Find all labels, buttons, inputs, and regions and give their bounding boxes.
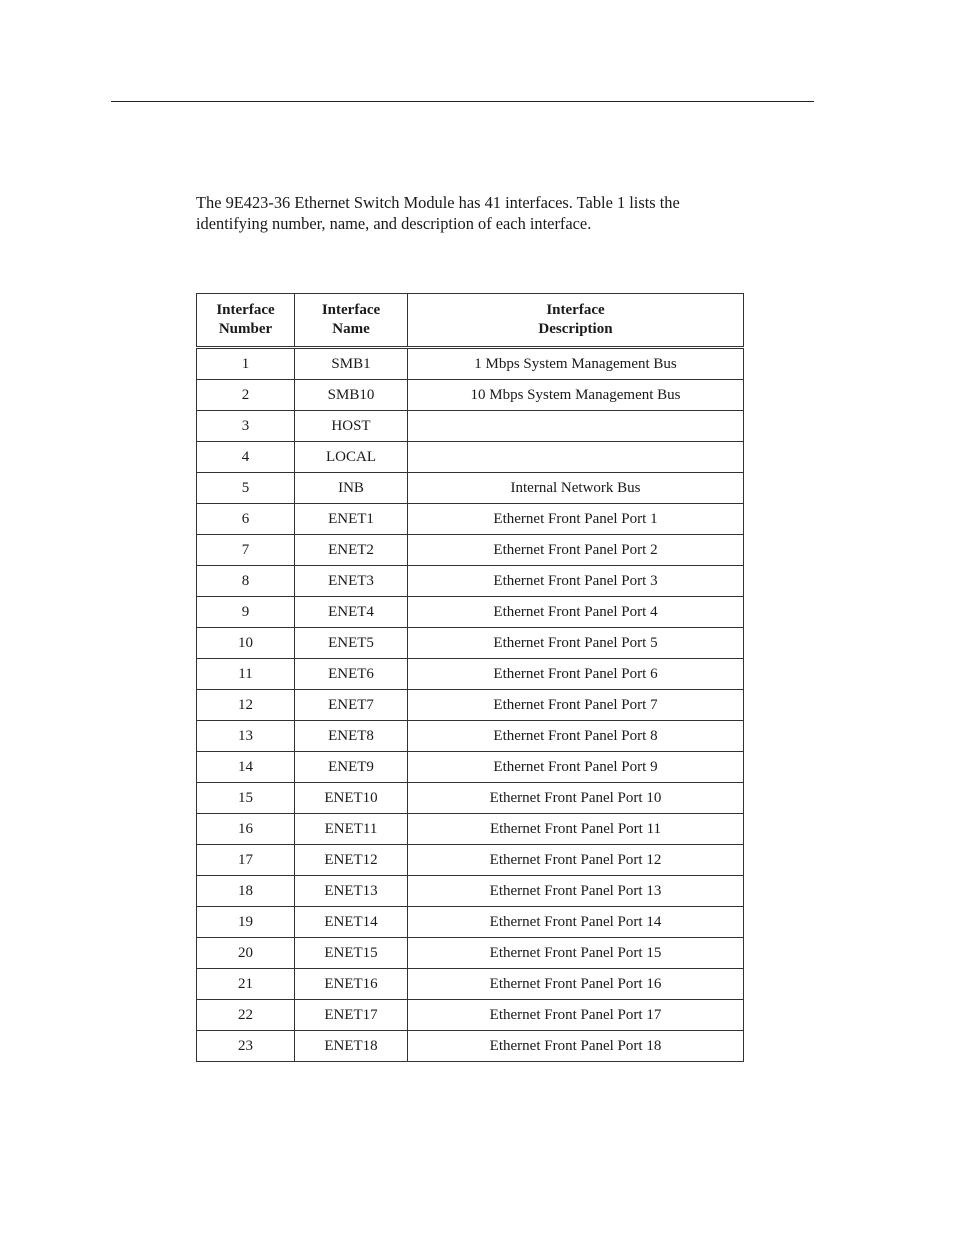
table-row	[197, 380, 744, 411]
cell-interface-name: HOST	[295, 411, 408, 442]
cell-interface-description: Ethernet Front Panel Port 6	[408, 659, 744, 690]
header-interface-description: Interface Description	[408, 294, 744, 348]
table-row	[197, 721, 744, 752]
cell-interface-name: ENET16	[295, 969, 408, 1000]
cell-interface-description: Ethernet Front Panel Port 9	[408, 752, 744, 783]
intro-paragraph	[196, 192, 756, 234]
cell-interface-name: ENET2	[295, 535, 408, 566]
cell-interface-number: 6	[197, 504, 295, 535]
table-row	[197, 814, 744, 845]
cell-interface-description: Ethernet Front Panel Port 10	[408, 783, 744, 814]
cell-interface-description	[408, 411, 744, 442]
cell-interface-number: 5	[197, 473, 295, 504]
table-row	[197, 535, 744, 566]
interface-table	[196, 293, 744, 1062]
table-row	[197, 442, 744, 473]
table-row	[197, 1000, 744, 1031]
cell-interface-description: Ethernet Front Panel Port 18	[408, 1031, 744, 1062]
cell-interface-description: Ethernet Front Panel Port 3	[408, 566, 744, 597]
table-body	[197, 348, 744, 1062]
cell-interface-number: 1	[197, 348, 295, 380]
cell-interface-description: Ethernet Front Panel Port 1	[408, 504, 744, 535]
table-row	[197, 938, 744, 969]
cell-interface-description: 10 Mbps System Management Bus	[408, 380, 744, 411]
cell-interface-name: ENET13	[295, 876, 408, 907]
table-row	[197, 969, 744, 1000]
cell-interface-number: 13	[197, 721, 295, 752]
cell-interface-name: ENET6	[295, 659, 408, 690]
cell-interface-description: Ethernet Front Panel Port 11	[408, 814, 744, 845]
cell-interface-number: 3	[197, 411, 295, 442]
table-row	[197, 876, 744, 907]
intro-line-2: identifying number, name, and description of each interface.	[196, 214, 592, 233]
cell-interface-description: Ethernet Front Panel Port 14	[408, 907, 744, 938]
cell-interface-description: Ethernet Front Panel Port 12	[408, 845, 744, 876]
cell-interface-number: 8	[197, 566, 295, 597]
cell-interface-number: 2	[197, 380, 295, 411]
cell-interface-number: 14	[197, 752, 295, 783]
cell-interface-number: 15	[197, 783, 295, 814]
cell-interface-name: ENET17	[295, 1000, 408, 1031]
cell-interface-name: SMB1	[295, 348, 408, 380]
table-row	[197, 690, 744, 721]
cell-interface-description: Ethernet Front Panel Port 16	[408, 969, 744, 1000]
cell-interface-name: ENET1	[295, 504, 408, 535]
cell-interface-number: 19	[197, 907, 295, 938]
table-row	[197, 411, 744, 442]
cell-interface-description: Ethernet Front Panel Port 7	[408, 690, 744, 721]
cell-interface-name: ENET12	[295, 845, 408, 876]
cell-interface-number: 4	[197, 442, 295, 473]
cell-interface-number: 9	[197, 597, 295, 628]
header-rule	[111, 101, 814, 102]
cell-interface-description: Ethernet Front Panel Port 2	[408, 535, 744, 566]
table-row	[197, 752, 744, 783]
cell-interface-description: 1 Mbps System Management Bus	[408, 348, 744, 380]
cell-interface-name: INB	[295, 473, 408, 504]
intro-line-1: The 9E423-36 Ethernet Switch Module has 41 interfaces. Table 1 lists the	[196, 193, 680, 212]
table-row	[197, 504, 744, 535]
table-header-row	[197, 294, 744, 348]
cell-interface-name: ENET3	[295, 566, 408, 597]
table-row	[197, 1031, 744, 1062]
table-row	[197, 783, 744, 814]
table-row	[197, 628, 744, 659]
cell-interface-description	[408, 442, 744, 473]
cell-interface-name: ENET7	[295, 690, 408, 721]
cell-interface-name: ENET4	[295, 597, 408, 628]
cell-interface-description: Ethernet Front Panel Port 8	[408, 721, 744, 752]
cell-interface-name: LOCAL	[295, 442, 408, 473]
table-row	[197, 566, 744, 597]
cell-interface-number: 21	[197, 969, 295, 1000]
table-row	[197, 845, 744, 876]
cell-interface-number: 10	[197, 628, 295, 659]
cell-interface-name: ENET15	[295, 938, 408, 969]
cell-interface-number: 20	[197, 938, 295, 969]
table-row	[197, 473, 744, 504]
cell-interface-description: Internal Network Bus	[408, 473, 744, 504]
cell-interface-number: 22	[197, 1000, 295, 1031]
cell-interface-description: Ethernet Front Panel Port 4	[408, 597, 744, 628]
table-row	[197, 659, 744, 690]
cell-interface-description: Ethernet Front Panel Port 17	[408, 1000, 744, 1031]
cell-interface-number: 12	[197, 690, 295, 721]
cell-interface-number: 16	[197, 814, 295, 845]
cell-interface-number: 23	[197, 1031, 295, 1062]
cell-interface-name: SMB10	[295, 380, 408, 411]
cell-interface-description: Ethernet Front Panel Port 5	[408, 628, 744, 659]
cell-interface-description: Ethernet Front Panel Port 15	[408, 938, 744, 969]
header-interface-name: Interface Name	[295, 294, 408, 348]
cell-interface-name: ENET8	[295, 721, 408, 752]
cell-interface-name: ENET18	[295, 1031, 408, 1062]
table-row	[197, 597, 744, 628]
table-row	[197, 907, 744, 938]
cell-interface-description: Ethernet Front Panel Port 13	[408, 876, 744, 907]
cell-interface-name: ENET10	[295, 783, 408, 814]
cell-interface-name: ENET9	[295, 752, 408, 783]
cell-interface-number: 11	[197, 659, 295, 690]
cell-interface-number: 18	[197, 876, 295, 907]
header-interface-number: Interface Number	[197, 294, 295, 348]
table-row	[197, 348, 744, 380]
cell-interface-name: ENET11	[295, 814, 408, 845]
cell-interface-number: 7	[197, 535, 295, 566]
cell-interface-name: ENET14	[295, 907, 408, 938]
cell-interface-name: ENET5	[295, 628, 408, 659]
cell-interface-number: 17	[197, 845, 295, 876]
